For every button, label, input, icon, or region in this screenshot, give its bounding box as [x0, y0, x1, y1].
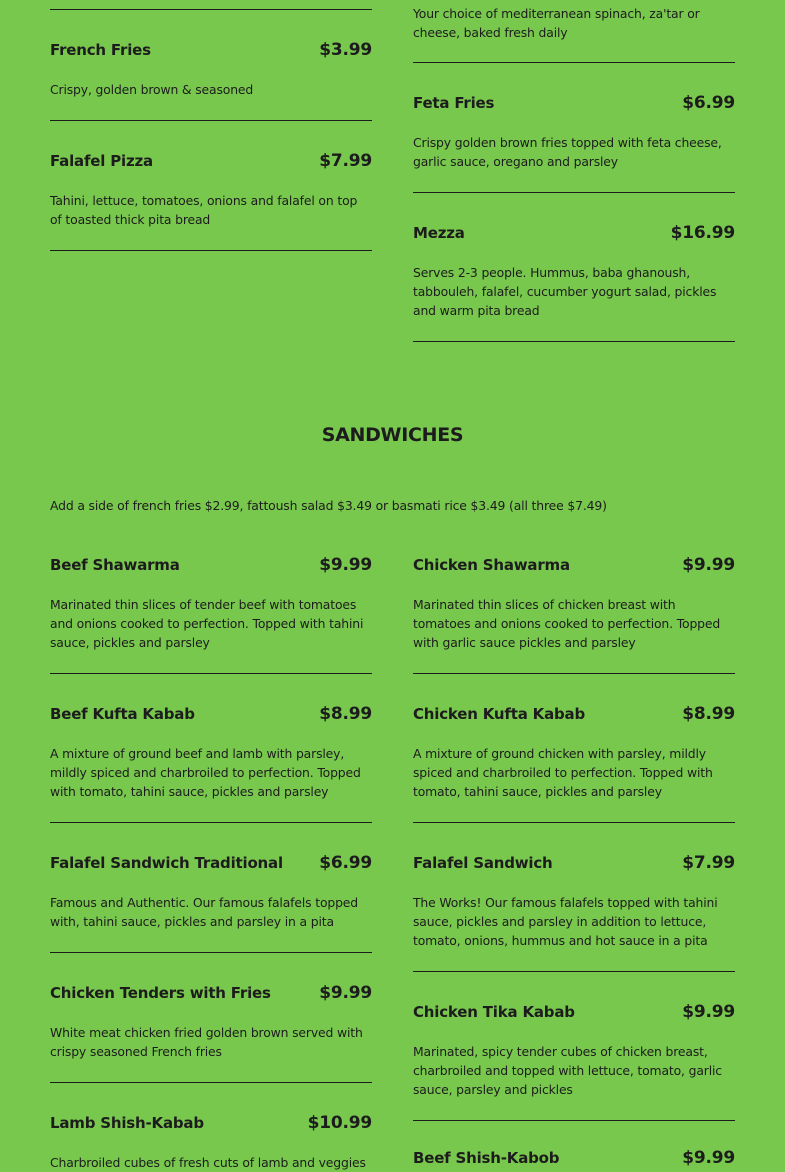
- item-price: $9.99: [319, 555, 372, 575]
- item-description: Marinated, spicy tender cubes of chicken breast, charbroiled and topped with lettuce, tomato, garlic sauce, parsley and pickles: [413, 1044, 722, 1097]
- menu-item-partial: [413, 4, 735, 42]
- item-description: Famous and Authentic. Our famous falafels topped with, tahini sauce, pickles and parsley in a pita: [50, 895, 358, 929]
- menu-item-mezza: [413, 223, 735, 320]
- item-price: $9.99: [319, 983, 372, 1003]
- divider: [50, 952, 372, 953]
- item-description: Serves 2-3 people. Hummus, baba ghanoush, tabbouleh, falafel, cucumber yogurt salad, pickles and warm pita bread: [413, 265, 717, 318]
- item-name: Chicken Tika Kabab: [413, 1003, 575, 1021]
- item-name: Beef Kufta Kabab: [50, 705, 195, 723]
- section-title: SANDWICHES: [321, 424, 464, 446]
- divider: [413, 971, 735, 972]
- item-name: Chicken Shawarma: [413, 556, 570, 574]
- section-note: Add a side of french fries $2.99, fattoush salad $3.49 or basmati rice $3.49 (all three $7.49): [50, 498, 607, 513]
- menu-item-chicken-shawarma: [413, 555, 735, 652]
- menu-item-beef-shawarma: [50, 555, 372, 652]
- menu-item-beef-shish-kabob: [413, 1148, 735, 1168]
- item-price: $16.99: [670, 223, 735, 243]
- item-name: Lamb Shish-Kabab: [50, 1114, 204, 1132]
- item-price: $10.99: [307, 1113, 372, 1133]
- item-description: Marinated thin slices of tender beef with tomatoes and onions cooked to perfection. Topped with tahini sauce, pickles and parsley: [50, 597, 364, 650]
- divider: [50, 9, 372, 10]
- item-description: Charbroiled cubes of fresh cuts of lamb and veggies: [50, 1155, 366, 1170]
- menu-item-falafel-sandwich: [413, 853, 735, 950]
- item-name: Falafel Sandwich Traditional: [50, 854, 283, 872]
- item-price: $6.99: [319, 853, 372, 873]
- divider: [50, 673, 372, 674]
- divider: [50, 1082, 372, 1083]
- item-name: Beef Shawarma: [50, 556, 180, 574]
- item-name: Feta Fries: [413, 94, 495, 112]
- item-price: $8.99: [319, 704, 372, 724]
- divider: [413, 341, 735, 342]
- item-description: White meat chicken fried golden brown served with crispy seasoned French fries: [50, 1025, 363, 1059]
- menu-item-chicken-tika-kabab: [413, 1002, 735, 1099]
- menu-item-chicken-kufta-kabab: [413, 704, 735, 801]
- item-price: $9.99: [682, 1148, 735, 1168]
- menu-item-chicken-tenders: [50, 983, 372, 1061]
- item-price: $7.99: [682, 853, 735, 873]
- item-description: A mixture of ground beef and lamb with parsley, mildly spiced and charbroiled to perfection. Topped with tomato, tahini sauce, pickles and parsley: [50, 746, 361, 799]
- item-name: Mezza: [413, 224, 465, 242]
- item-description: Marinated thin slices of chicken breast with tomatoes and onions cooked to perfection. Topped with garlic sauce pickles and parsley: [413, 597, 721, 650]
- divider: [50, 250, 372, 251]
- divider: [413, 62, 735, 63]
- item-name: French Fries: [50, 41, 151, 59]
- menu-item-french-fries: [50, 40, 372, 99]
- item-name: Chicken Tenders with Fries: [50, 984, 271, 1002]
- item-description: Crispy, golden brown & seasoned: [50, 82, 254, 97]
- divider: [413, 192, 735, 193]
- item-description: Your choice of mediterranean spinach, za'tar or cheese, baked fresh daily: [413, 6, 700, 40]
- item-name: Chicken Kufta Kabab: [413, 705, 585, 723]
- item-name: Falafel Sandwich: [413, 854, 553, 872]
- menu-item-feta-fries: [413, 93, 735, 171]
- item-description: A mixture of ground chicken with parsley, mildly spiced and charbroiled to perfection. Topped with tomato, tahini sauce, pickles and parsley: [413, 746, 713, 799]
- divider: [413, 822, 735, 823]
- item-price: $8.99: [682, 704, 735, 724]
- divider: [413, 1120, 735, 1121]
- item-price: $3.99: [319, 40, 372, 60]
- item-description: Crispy golden brown fries topped with feta cheese, garlic sauce, oregano and parsley: [413, 135, 722, 169]
- item-price: $9.99: [682, 555, 735, 575]
- menu-item-beef-kufta-kabab: [50, 704, 372, 801]
- divider: [50, 120, 372, 121]
- divider: [413, 673, 735, 674]
- item-price: $6.99: [682, 93, 735, 113]
- menu-item-falafel-pizza: [50, 151, 372, 229]
- item-name: Beef Shish-Kabob: [413, 1149, 560, 1167]
- item-description: Tahini, lettuce, tomatoes, onions and falafel on top of toasted thick pita bread: [50, 193, 358, 227]
- menu-item-falafel-sandwich-traditional: [50, 853, 372, 931]
- item-price: $9.99: [682, 1002, 735, 1022]
- item-price: $7.99: [319, 151, 372, 171]
- item-description: The Works! Our famous falafels topped with tahini sauce, pickles and parsley in addition to lettuce, tomato, onions, hummus and hot sauce in a pita: [413, 895, 718, 948]
- menu-item-lamb-shish-kabab: [50, 1113, 372, 1172]
- item-name: Falafel Pizza: [50, 152, 153, 170]
- divider: [50, 822, 372, 823]
